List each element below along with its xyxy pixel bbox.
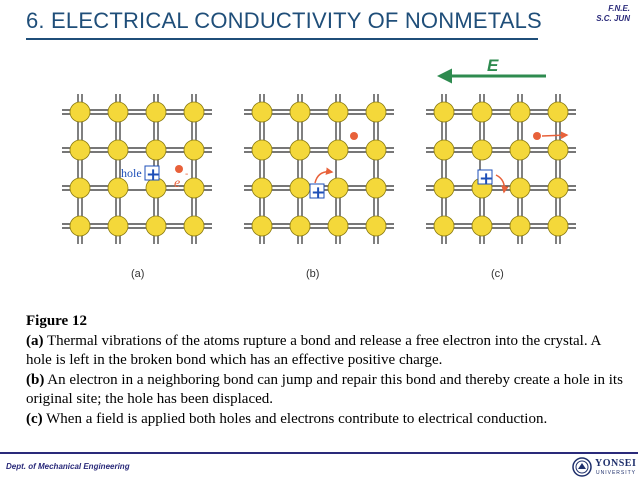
atom — [366, 140, 386, 160]
hole-label: hole — [121, 166, 142, 180]
atom — [548, 178, 568, 198]
atom — [184, 178, 204, 198]
atom — [146, 140, 166, 160]
atom — [510, 140, 530, 160]
atom — [434, 102, 454, 122]
atom — [434, 178, 454, 198]
atom — [290, 102, 310, 122]
jump-arrow-b — [315, 172, 332, 183]
corner-line-1: F.N.E. — [608, 4, 630, 13]
atom — [70, 140, 90, 160]
atom — [184, 216, 204, 236]
university-name: YONSEI — [595, 458, 637, 469]
atom — [70, 216, 90, 236]
free-electron-a — [175, 165, 183, 173]
atom — [184, 102, 204, 122]
atom — [290, 216, 310, 236]
atom — [510, 102, 530, 122]
university-sub: UNIVERSITY — [596, 470, 637, 476]
atom — [70, 102, 90, 122]
atom — [366, 178, 386, 198]
panel-label-a: (a) — [131, 268, 145, 280]
footer-rule — [0, 452, 638, 454]
corner-line-2: S.C. JUN — [596, 14, 630, 23]
atom — [548, 102, 568, 122]
atom — [548, 216, 568, 236]
panel-label-b: (b) — [306, 268, 320, 280]
atom — [434, 216, 454, 236]
caption-b-tag: (b) — [26, 371, 45, 388]
hole-plus-a: + — [146, 165, 161, 185]
atom — [472, 102, 492, 122]
atom — [510, 216, 530, 236]
atom — [108, 216, 128, 236]
slide-title: 6. ELECTRICAL CONDUCTIVITY OF NONMETALS — [26, 8, 542, 33]
hole-plus-b: + — [311, 183, 326, 203]
atom — [328, 102, 348, 122]
department-label: Dept. of Mechanical Engineering — [6, 462, 130, 471]
atom — [548, 140, 568, 160]
atom — [290, 178, 310, 198]
atom — [252, 102, 272, 122]
caption-c-tag: (c) — [26, 410, 43, 427]
caption-b-text: An electron in a neighboring bond can jump and repair this bond and thereby create a hole in its original site; the hole has been displaced. — [26, 371, 623, 407]
lattice-panel-b — [244, 94, 394, 244]
atom — [184, 140, 204, 160]
atom — [366, 102, 386, 122]
panel-label-c: (c) — [491, 268, 504, 280]
atom — [108, 140, 128, 160]
atom — [252, 140, 272, 160]
atom — [328, 178, 348, 198]
atom — [70, 178, 90, 198]
atom — [146, 102, 166, 122]
lattice-panel-c — [426, 94, 576, 244]
caption-a-tag: (a) — [26, 332, 44, 349]
electron-label: e — [174, 176, 181, 191]
atom — [510, 178, 530, 198]
free-electron-b — [350, 132, 358, 140]
atom — [366, 216, 386, 236]
atom — [146, 216, 166, 236]
atom — [328, 140, 348, 160]
hole-plus-c: + — [479, 169, 494, 189]
caption-a-text: Thermal vibrations of the atoms rupture a bond and release a free electron into the crystal. A hole is left in the broken bond which has an effective positive charge. — [26, 332, 601, 368]
caption-heading: Figure 12 — [26, 313, 87, 329]
atom — [290, 140, 310, 160]
atom — [472, 216, 492, 236]
electron-sign: - — [185, 169, 189, 180]
atom — [434, 140, 454, 160]
atom — [108, 178, 128, 198]
university-seal-icon — [572, 457, 592, 477]
atom — [472, 140, 492, 160]
field-indicator — [440, 56, 546, 76]
figure-caption — [26, 312, 626, 429]
field-label: E — [487, 56, 499, 75]
atom — [108, 102, 128, 122]
caption-c-text: When a field is applied both holes and electrons contribute to electrical conduction. — [42, 410, 548, 427]
free-electron-c — [533, 132, 541, 140]
atom — [252, 216, 272, 236]
atom — [252, 178, 272, 198]
electron-drift-arrow — [542, 135, 567, 136]
atom — [328, 216, 348, 236]
